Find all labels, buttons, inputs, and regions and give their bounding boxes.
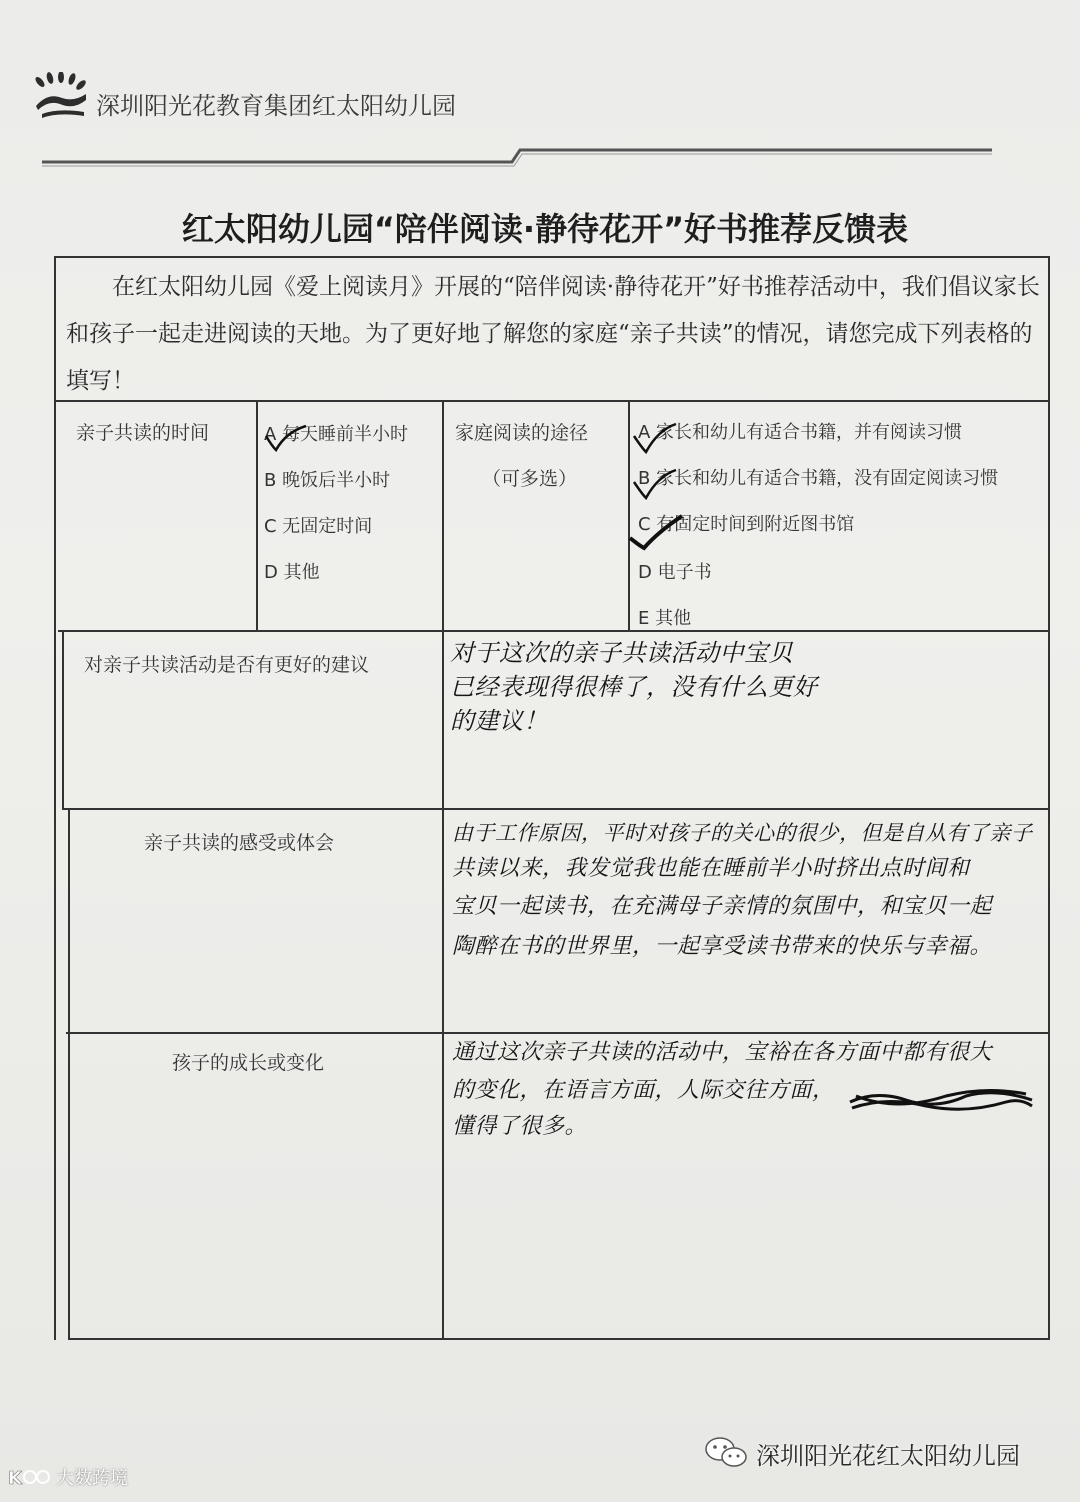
svg-text:K: K <box>8 1468 22 1489</box>
row-divider <box>62 808 1050 810</box>
feeling-answer-line-3[interactable]: 宝贝一起读书，在充满母子亲情的氛围中，和宝贝一起 <box>452 894 993 919</box>
growth-label: 孩子的成长或变化 <box>172 1052 325 1074</box>
footer-brand <box>704 1433 1020 1473</box>
reading-channel-label: 家庭阅读的途径 <box>455 422 589 444</box>
checkmark-icon <box>630 466 680 500</box>
suggestion-label: 对亲子共读活动是否有更好的建议 <box>84 654 370 676</box>
reading-channel-option-a[interactable]: A 家长和幼儿有适合书籍，并有阅读习惯 <box>638 422 963 443</box>
feeling-answer-line-4[interactable]: 陶醉在书的世界里，一起享受读书带来的快乐与幸福。 <box>452 934 993 959</box>
reading-channel-option-c[interactable]: C 有固定时间到附近图书馆 <box>638 514 855 535</box>
k-logo-icon <box>6 1465 50 1489</box>
reading-time-option-c[interactable]: C 无固定时间 <box>264 516 373 537</box>
reading-time-option-d[interactable]: D 其他 <box>264 562 320 583</box>
growth-answer-line-1[interactable]: 通过这次亲子共读的活动中，宝裕在各方面中都有很大 <box>452 1040 993 1065</box>
reading-channel-sublabel: （可多选） <box>482 468 578 490</box>
sun-logo-icon <box>28 72 92 120</box>
org-name: 深圳阳光花教育集团红太阳幼儿园 <box>96 92 456 120</box>
reading-time-option-b[interactable]: B 晚饭后半小时 <box>264 470 391 491</box>
form-title: 红太阳幼儿园“陪伴阅读·静待花开”好书推荐反馈表 <box>181 210 909 248</box>
row-divider <box>58 630 1050 632</box>
intro-paragraph: 在红太阳幼儿园《爱上阅读月》开展的“陪伴阅读·静待花开”好书推荐活动中，我们倡议家长和孩子一起走进阅读的天地。为了更好地了解您的家庭“亲子共读”的情况，请您完成下列表格的填写！ <box>66 274 1040 394</box>
feeling-label: 亲子共读的感受或体会 <box>144 832 335 854</box>
col-divider <box>68 808 70 1340</box>
feeling-answer-line-1[interactable]: 由于工作原因，平时对孩子的关心的很少，但是自从有了亲子 <box>452 821 1033 845</box>
suggestion-answer-line-2[interactable]: 已经表现得很棒了，没有什么更好 <box>450 673 818 701</box>
checkmark-icon <box>626 512 686 552</box>
table-border-bottom <box>68 1338 1050 1340</box>
watermark-text: 大数跨境 <box>56 1468 128 1489</box>
crossed-out-scribble <box>846 1082 1036 1122</box>
checkmark-icon <box>630 420 680 454</box>
header-divider <box>42 140 992 170</box>
footer-brand-text: 深圳阳光花红太阳幼儿园 <box>756 1441 1020 1470</box>
table-border-right <box>1048 256 1050 1340</box>
reading-channel-option-e[interactable]: E 其他 <box>638 608 692 629</box>
suggestion-answer-line-3[interactable]: 的建议！ <box>450 707 548 735</box>
reading-time-option-a[interactable]: A 每天睡前半小时 <box>264 424 409 445</box>
watermark <box>6 1464 128 1490</box>
suggestion-answer-line-1[interactable]: 对于这次的亲子共读活动中宝贝 <box>450 639 793 667</box>
header <box>28 72 728 128</box>
col-divider <box>62 630 64 808</box>
table-border-top <box>54 256 1050 258</box>
growth-answer-line-3[interactable]: 懂得了很多。 <box>452 1114 588 1139</box>
wechat-icon <box>704 1435 748 1471</box>
reading-channel-option-d[interactable]: D 电子书 <box>638 562 712 583</box>
table-border-left <box>54 256 56 1340</box>
reading-channel-option-b[interactable]: B 家长和幼儿有适合书籍，没有固定阅读习惯 <box>638 468 999 489</box>
growth-answer-line-2[interactable]: 的变化，在语言方面，人际交往方面， <box>452 1078 835 1103</box>
reading-time-label: 亲子共读的时间 <box>76 422 210 444</box>
col-divider <box>442 400 444 1338</box>
row-divider <box>66 1032 1050 1034</box>
feeling-answer-line-2[interactable]: 共读以来，我发觉我也能在睡前半小时挤出点时间和 <box>452 856 970 881</box>
checkmark-icon <box>262 422 310 452</box>
col-divider <box>256 400 258 630</box>
